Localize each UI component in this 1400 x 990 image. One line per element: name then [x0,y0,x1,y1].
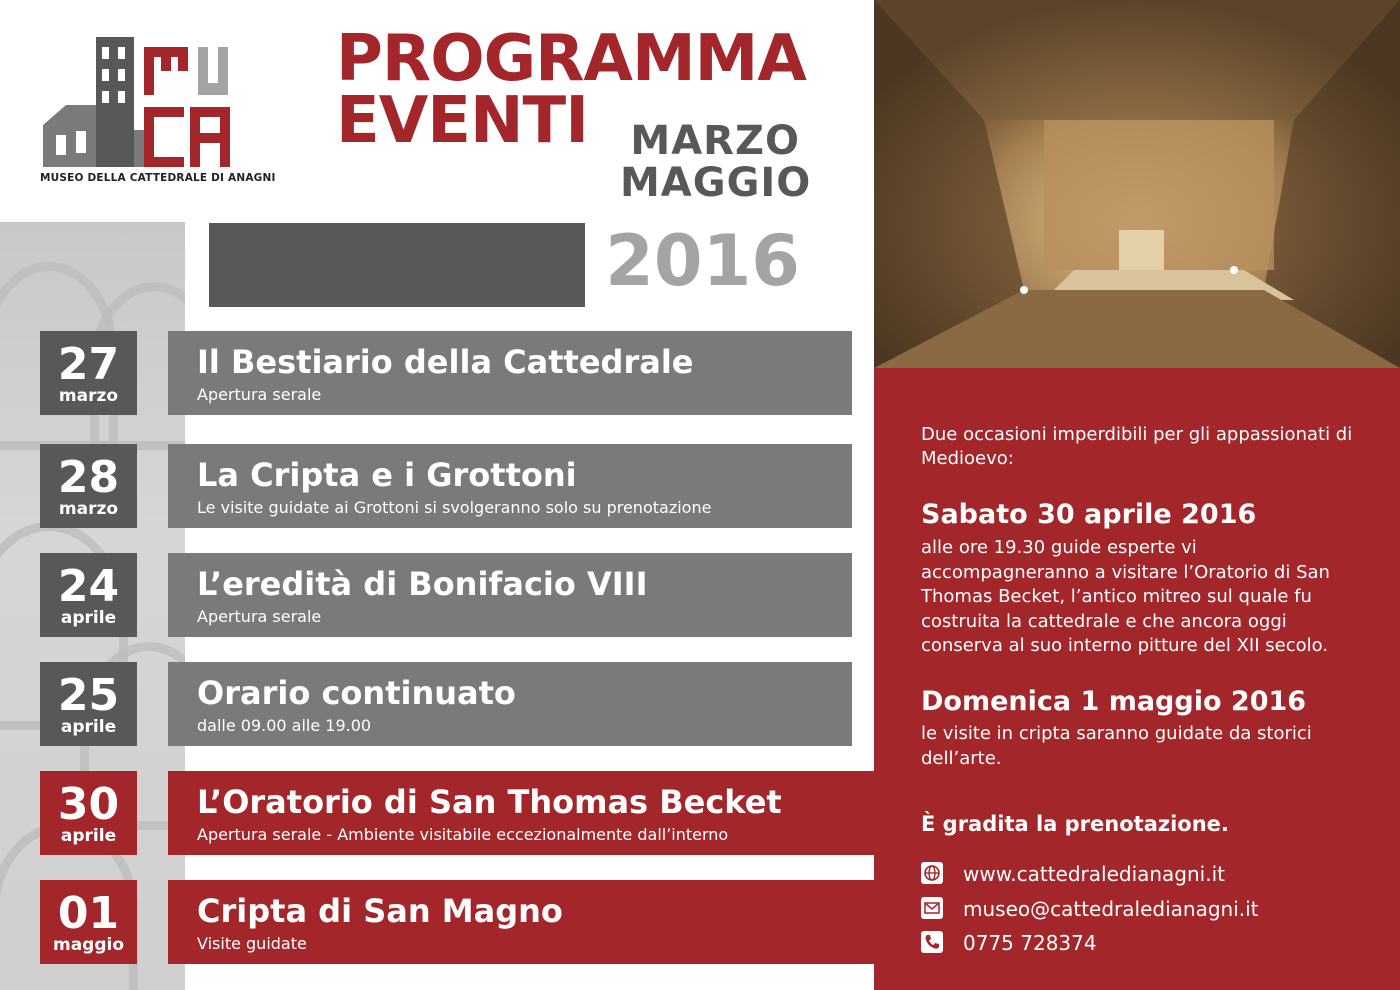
event-day: 25 [57,670,120,721]
year: 2016 [605,220,800,302]
logo-caption: MUSEO DELLA CATTEDRALE DI ANAGNI [40,172,276,184]
event-title: Orario continuato [197,674,516,712]
event-title: Cripta di San Magno [197,892,563,930]
event-month: aprile [60,608,117,628]
event-subtitle: Apertura serale - Ambiente visitabile eccezionalmente dall’interno [197,825,729,844]
event-subtitle: dalle 09.00 alle 19.00 [197,716,372,735]
saturday-title: Sabato 30 aprile 2016 [921,499,1257,530]
globe-icon [921,862,943,884]
decorative-bar [209,223,585,307]
event-month: marzo [58,499,119,519]
period-start: MARZO [630,118,800,164]
event-month: aprile [60,717,117,737]
event-month: marzo [58,386,119,406]
sunday-title: Domenica 1 maggio 2016 [921,686,1307,717]
event-day: 27 [57,339,120,390]
event-date [40,444,137,528]
event-banner [168,444,852,528]
event-subtitle: Apertura serale [197,385,322,404]
website-text[interactable]: www.cattedraledianagni.it [963,862,1225,886]
title-line-1: PROGRAMMA [336,22,806,96]
event-day: 28 [57,452,120,503]
event-date [40,662,137,746]
event-banner [168,880,876,964]
event-subtitle: Le visite guidate ai Grottoni si svolgeranno solo su prenotazione [197,498,712,517]
sunday-text: le visite in cripta saranno guidate da storici dell’arte. [921,723,1312,769]
event-day: 30 [57,779,120,830]
phone-icon [921,931,943,953]
event-title: L’eredità di Bonifacio VIII [197,565,648,603]
event-subtitle: Apertura serale [197,607,322,626]
muca-logo [38,35,278,190]
booking-note: È gradita la prenotazione. [921,812,1229,836]
event-month: aprile [60,826,117,846]
logo-letters: MUCA [38,35,41,36]
info-panel [874,368,1400,990]
event-banner [168,553,852,637]
event-title: L’Oratorio di San Thomas Becket [197,783,782,821]
saturday-text: alle ore 19.30 guide esperte vi accompagneranno a visitare l’Oratorio di San Thomas Becket, l’antico mitreo sul quale fu costruita la cattedrale e che ancora oggi conserva al suo interno pitture del XII secolo. [921,537,1330,656]
event-day: 24 [57,561,120,612]
phone-text[interactable]: 0775 728374 [963,931,1097,955]
event-day: 01 [57,888,120,939]
event-date [40,880,137,964]
envelope-icon [921,897,943,919]
event-month: maggio [52,935,125,955]
event-banner [168,771,876,855]
event-date [40,553,137,637]
event-title: La Cripta e i Grottoni [197,456,577,494]
period-end: MAGGIO [620,160,812,206]
event-banner [168,662,852,746]
event-title: Il Bestiario della Cattedrale [197,343,694,381]
event-date [40,771,137,855]
event-date [40,331,137,415]
period [620,118,812,206]
title-line-2: EVENTI [336,84,588,158]
event-subtitle: Visite guidate [197,934,307,953]
event-banner [168,331,852,415]
crypt-photo [874,0,1400,368]
email-text[interactable]: museo@cattedraledianagni.it [963,897,1259,921]
intro-text: Due occasioni imperdibili per gli appassionati di Medioevo: [921,424,1353,469]
